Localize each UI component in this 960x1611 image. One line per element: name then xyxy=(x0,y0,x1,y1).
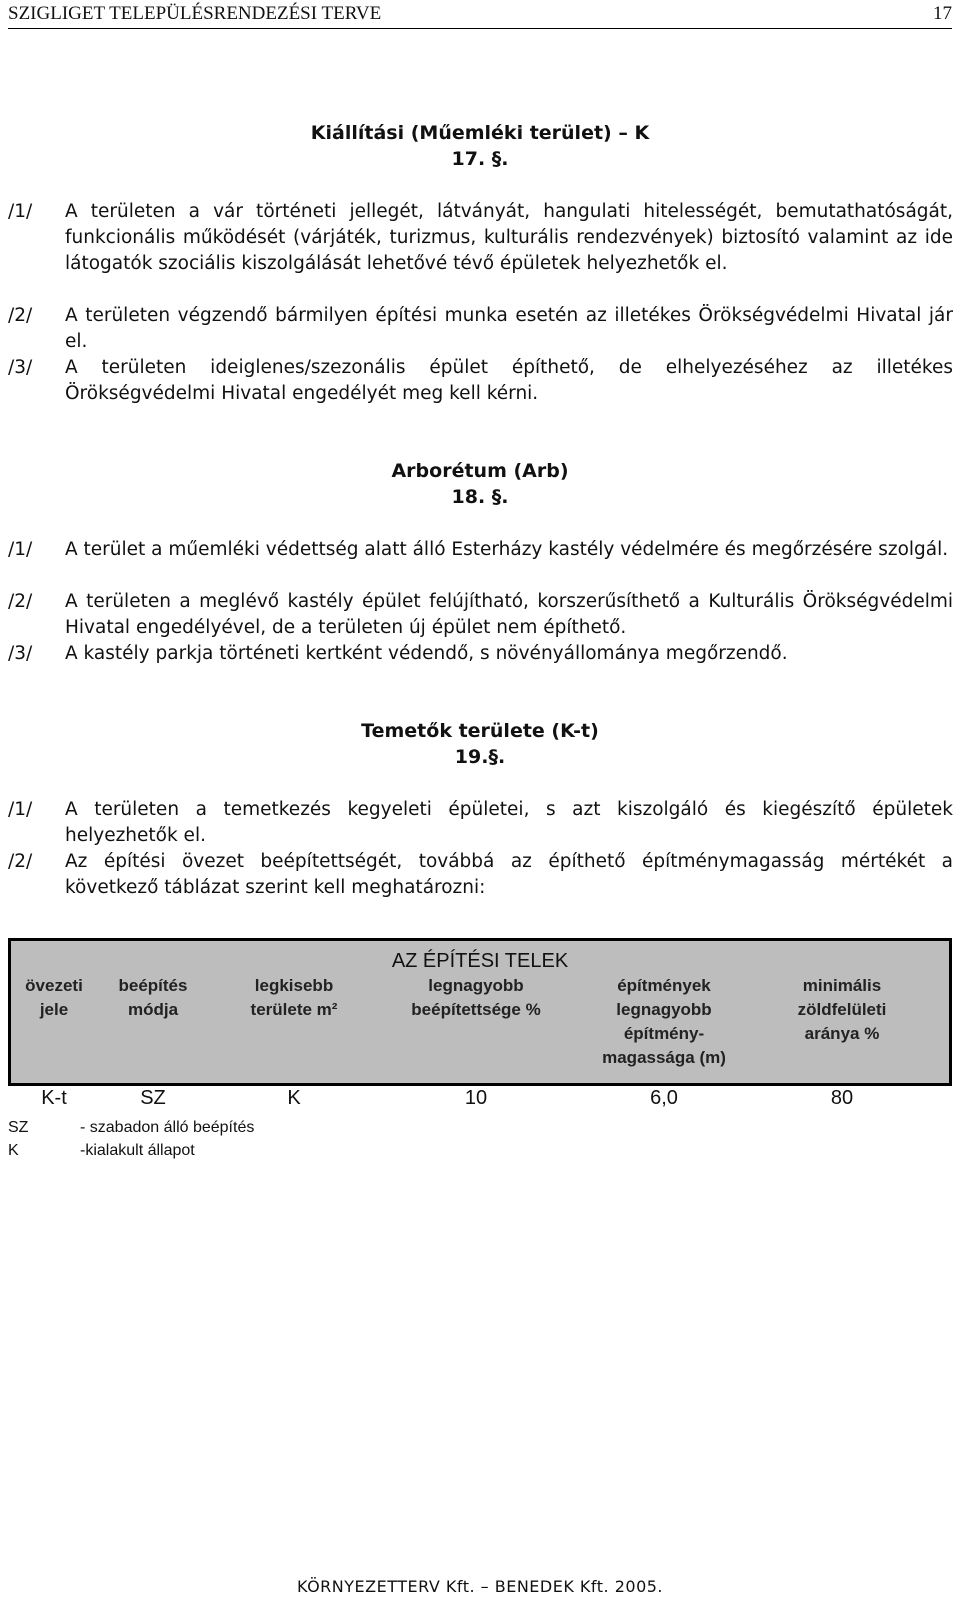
legend-description: - szabadon álló beépítés xyxy=(80,1119,255,1136)
table-header-cell: legkisebb területe m² xyxy=(250,976,338,1019)
section-17-paragraph-2 xyxy=(8,303,953,355)
paragraph-number: /2/ xyxy=(8,591,33,612)
section-18-title: Arborétum (Arb) xyxy=(391,460,569,482)
table-header-cell: beépítés módja xyxy=(118,976,188,1019)
table-header-cell: minimális zöldfelületi aránya % xyxy=(797,976,887,1043)
section-19-paragraph-2 xyxy=(8,849,953,901)
table-data-cell: K-t xyxy=(41,1087,67,1109)
page-number: 17 xyxy=(933,3,952,24)
table-banner: AZ ÉPÍTÉSI TELEK xyxy=(391,950,569,972)
paragraph-text: A területen a vár történeti jellegét, látványát, hangulati hitelességét, bemutathatóságát, funkcionális működését (várjáték, turizmus, kulturális rendezvények) biztosító valamint az ide látogatók szociális kiszolgálását lehetővé tévő épületek helyezhetők el. xyxy=(65,201,953,274)
legend-abbreviation: K xyxy=(8,1142,19,1159)
table-header-cell: legnagyobb beépítettsége % xyxy=(411,976,541,1019)
page-header xyxy=(8,2,952,29)
paragraph-text: A területen a meglévő kastély épület felújítható, korszerűsíthető a Kulturális Örökségvédelmi Hivatal engedélyével, de a területen új épület nem építhető. xyxy=(65,591,953,638)
paragraph-number: /3/ xyxy=(8,357,33,378)
legend-abbreviation: SZ xyxy=(8,1119,29,1136)
paragraph-number: /2/ xyxy=(8,305,33,326)
paragraph-text: A területen végzendő bármilyen építési munka esetén az illetékes Örökségvédelmi Hivatal jár el. xyxy=(65,305,953,352)
paragraph-number: /3/ xyxy=(8,643,33,664)
document-title: SZIGLIGET TELEPÜLÉSRENDEZÉSI TERVE xyxy=(8,3,382,24)
section-18-paragraph-3 xyxy=(8,641,953,667)
section-19-paragraph-1 xyxy=(8,797,953,849)
paragraph-number: /1/ xyxy=(8,201,33,222)
paragraph-text: A kastély parkja történeti kertként védendő, s növényállománya megőrzendő. xyxy=(65,643,788,664)
table-data-cell: SZ xyxy=(140,1087,166,1109)
page-footer: KÖRNYEZETTERV Kft. – BENEDEK Kft. 2005. xyxy=(296,1577,664,1596)
section-17-paragraph-1 xyxy=(8,199,953,277)
table-data-cell: K xyxy=(287,1087,301,1109)
paragraph-number: /1/ xyxy=(8,799,33,820)
paragraph-text: A területen a temetkezés kegyeleti épületei, s azt kiszolgáló és kiegészítő épületek helyezhetők el. xyxy=(65,799,953,846)
table-data-cell: 6,0 xyxy=(650,1087,678,1109)
section-18-paragraph-1 xyxy=(8,537,953,563)
section-17-number: 17. §. xyxy=(451,148,509,170)
section-19-number: 19.§. xyxy=(454,746,506,768)
section-18-paragraph-2 xyxy=(8,589,953,641)
section-17-paragraph-3 xyxy=(8,355,953,407)
section-18-number: 18. §. xyxy=(451,486,509,508)
table-header-cell: övezeti jele xyxy=(25,976,83,1019)
paragraph-text: Az építési övezet beépítettségét, továbbá az építhető építménymagasság mértékét a következő táblázat szerint kell meghatározni: xyxy=(65,851,953,898)
table-data-cell: 80 xyxy=(830,1087,854,1109)
section-19-title: Temetők területe (K-t) xyxy=(361,720,599,742)
paragraph-number: /2/ xyxy=(8,851,33,872)
table-header-cell: építmények legnagyobb építmény-magassága (m) xyxy=(602,976,726,1067)
section-17-title: Kiállítási (Műemléki terület) – K xyxy=(310,122,650,144)
paragraph-text: A területen ideiglenes/szezonális épület építhető, de elhelyezéséhez az illetékes Örökségvédelmi Hivatal engedélyét meg kell kérni. xyxy=(65,357,953,404)
building-plot-table xyxy=(8,938,952,1109)
legend-description: -kialakult állapot xyxy=(80,1142,195,1159)
table-data-cell: 10 xyxy=(464,1087,488,1109)
paragraph-text: A terület a műemléki védettség alatt álló Esterházy kastély védelmére és megőrzésére szolgál. xyxy=(65,539,949,560)
paragraph-number: /1/ xyxy=(8,539,33,560)
